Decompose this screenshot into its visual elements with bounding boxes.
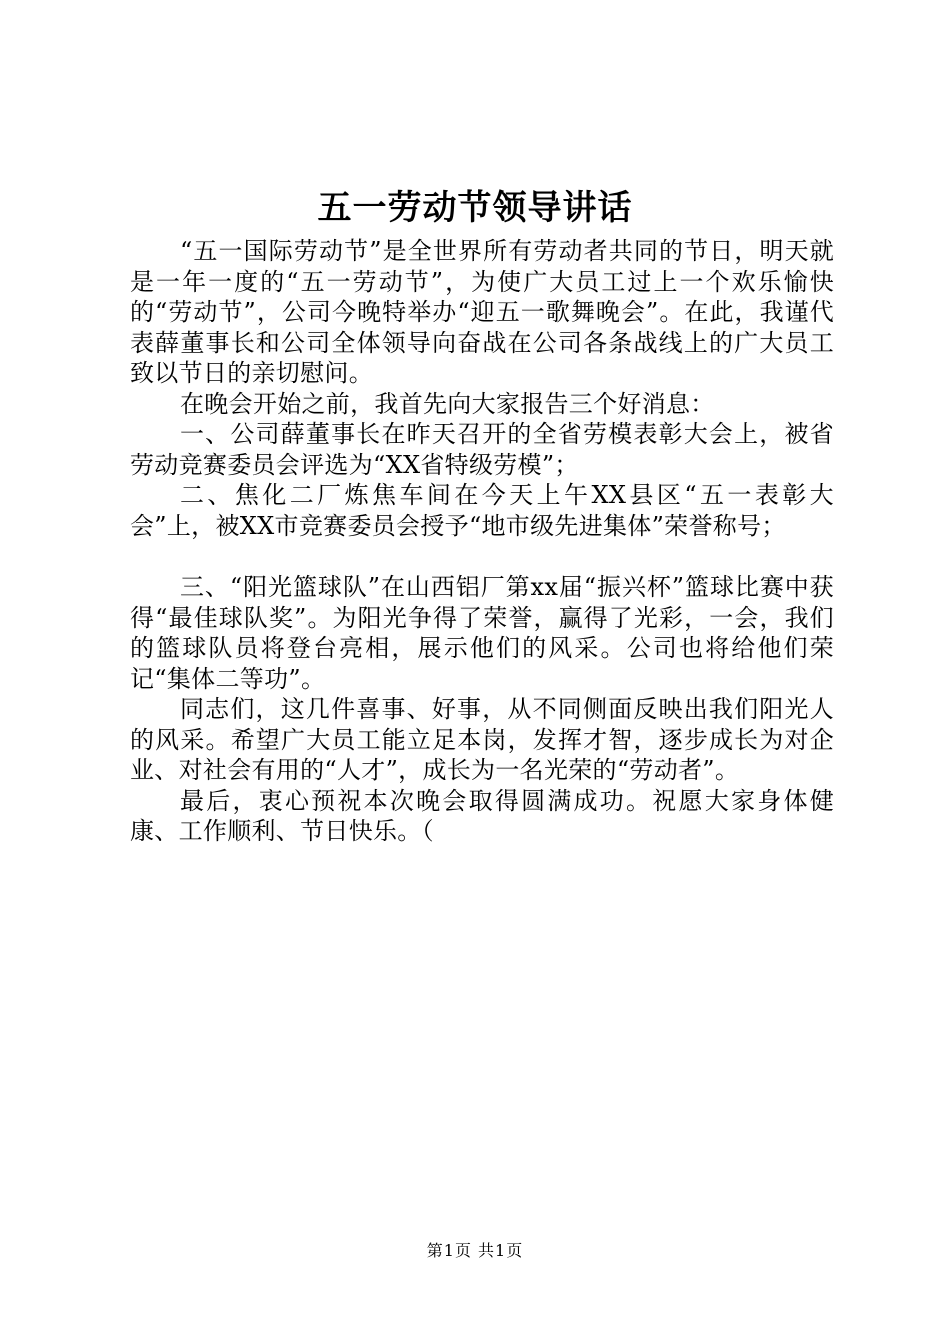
paragraph-closing: 最后，衷心预祝本次晚会取得圆满成功。祝愿大家身体健康、工作顺利、节日快乐。（	[130, 786, 834, 845]
page-footer: 第1页 共1页	[426, 1241, 524, 1260]
paragraph-spacer	[130, 541, 834, 572]
paragraph-news-1: 一、公司薛董事长在昨天召开的全省劳模表彰大会上，被省劳动竞赛委员会评选为“XX省特级劳模”；	[130, 420, 834, 479]
document-title: 五一劳动节领导讲话	[317, 188, 633, 228]
paragraph-news-2: 二、焦化二厂炼焦车间在今天上午XX县区“五一表彰大会”上，被XX市竞赛委员会授予“地市级先进集体”荣誉称号；	[130, 481, 834, 540]
document-body	[130, 236, 834, 847]
paragraph-intro: “五一国际劳动节”是全世界所有劳动者共同的节日，明天就是一年一度的“五一劳动节”，为使广大员工过上一个欢乐愉快的“劳动节”，公司今晚特举办“迎五一歌舞晚会”。在此，我谨代表薛董事长和公司全体领导向奋战在公司各条战线上的广大员工致以节日的亲切慰问。	[130, 237, 834, 387]
paragraph-comrades: 同志们，这几件喜事、好事，从不同侧面反映出我们阳光人的风采。希望广大员工能立足本岗，发挥才智，逐步成长为对企业、对社会有用的“人才”，成长为一名光荣的“劳动者”。	[130, 695, 834, 784]
paragraph-announcement: 在晚会开始之前，我首先向大家报告三个好消息：	[180, 389, 715, 418]
paragraph-news-3: 三、“阳光篮球队”在山西铝厂第xx届“振兴杯”篮球比赛中获得“最佳球队奖”。为阳光争得了荣誉，赢得了光彩，一会，我们的篮球队员将登台亮相，展示他们的风采。公司也将给他们荣记“集体二等功”。	[130, 573, 834, 693]
